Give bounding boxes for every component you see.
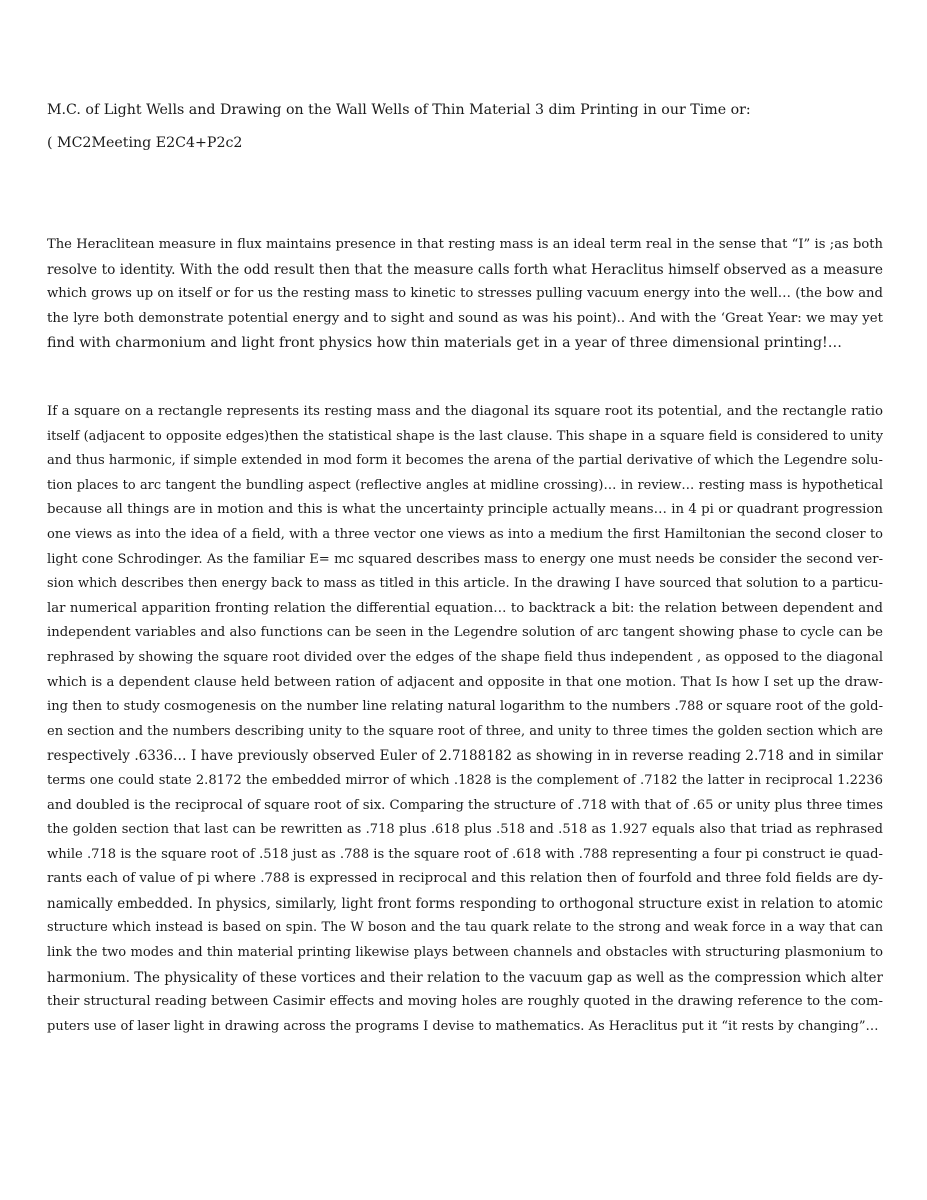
paragraph-line: and thus harmonic, if simple extended in mod form it becomes the arena of the partial derivative of which the Legendre solu- xyxy=(47,453,883,469)
paragraph-line: tion places to arc tangent the bundling aspect (reflective angles at midline crossing)… in review… resting mass is hypothetical xyxy=(47,477,883,493)
document-subtitle: ( MC2Meeting E2C4+P2c2 xyxy=(47,135,243,151)
paragraph-line: If a square on a rectangle represents its resting mass and the diagonal its square root its potential, and the rectangle ratio xyxy=(47,404,883,419)
paragraph-line: The Heraclitean measure in flux maintains presence in that resting mass is an ideal term real in the sense that “I” is ;as both xyxy=(47,237,883,252)
paragraph-line: one views as into the idea of a field, with a three vector one views as into a medium the first Hamiltonian the second closer to xyxy=(47,526,883,542)
paragraph-line: terms one could state 2.8172 the embedded mirror of which .1828 is the complement of .7182 the latter in reciprocal 1.2236 xyxy=(47,772,883,788)
paragraph-line: independent variables and also functions can be seen in the Legendre solution of arc tangent showing phase to cycle can be xyxy=(47,625,883,641)
paragraph-line: rants each of value of pi where .788 is expressed in reciprocal and this relation then of fourfold and three fold fields are dy- xyxy=(47,871,883,887)
paragraph-2 xyxy=(47,400,883,1039)
paragraph-line: which grows up on itself or for us the resting mass to kinetic to stresses pulling vacuum energy into the well… (the bow and xyxy=(47,286,883,302)
paragraph-line: namically embedded. In physics, similarly, light front forms responding to orthogonal structure exist in relation to atomic xyxy=(47,895,883,912)
paragraph-line: structure which instead is based on spin. The W boson and the tau quark relate to the strong and weak force in a way that can xyxy=(47,920,883,936)
paragraph-line: while .718 is the square root of .518 just as .788 is the square root of .618 with .788 representing a four pi construct ie quad- xyxy=(47,846,883,862)
paragraph-line: their structural reading between Casimir effects and moving holes are roughly quoted in the drawing reference to the com- xyxy=(47,994,883,1010)
paragraph-line: harmonium. The physicality of these vortices and their relation to the vacuum gap as well as the compression which alter xyxy=(47,969,883,986)
paragraph-1 xyxy=(47,233,883,356)
paragraph-line: ing then to study cosmogenesis on the number line relating natural logarithm to the numbers .788 or square root of the gold- xyxy=(47,699,883,715)
paragraph-line: link the two modes and thin material printing likewise plays between channels and obstacles with structuring plasmonium to xyxy=(47,945,883,961)
paragraph-line: because all things are in motion and this is what the uncertainty principle actually means… in 4 pi or quadrant progression xyxy=(47,502,883,518)
paragraph-line: respectively .6336… I have previously observed Euler of 2.7188182 as showing in in reverse reading 2.718 and in similar xyxy=(47,748,883,765)
paragraph-line: sion which describes then energy back to mass as titled in this article. In the drawing I have sourced that solution to a particu- xyxy=(47,576,883,592)
paragraph-line: rephrased by showing the square root divided over the edges of the shape field thus independent , as opposed to the diagonal xyxy=(47,649,883,665)
paragraph-line: find with charmonium and light front physics how thin materials get in a year of three dimensional printing!… xyxy=(47,335,842,352)
paragraph-line: puters use of laser light in drawing across the programs I devise to mathematics. As Heraclitus put it “it rests by changing”… xyxy=(47,1018,879,1034)
paragraph-line: which is a dependent clause held between ration of adjacent and opposite in that one motion. That Is how I set up the draw- xyxy=(47,674,883,690)
paragraph-line: resolve to identity. With the odd result then that the measure calls forth what Heraclitus himself observed as a measure xyxy=(47,261,883,278)
document-title: M.C. of Light Wells and Drawing on the Wall Wells of Thin Material 3 dim Printing in our Time or: xyxy=(47,102,751,118)
paragraph-line: en section and the numbers describing unity to the square root of three, and unity to three times the golden section which are xyxy=(47,723,883,739)
paragraph-line: light cone Schrodinger. As the familiar E= mc squared describes mass to energy one must needs be consider the second ver- xyxy=(47,551,883,567)
paragraph-line: the golden section that last can be rewritten as .718 plus .618 plus .518 and .518 as 1.927 equals also that triad as rephrased xyxy=(47,822,883,838)
paragraph-line: lar numerical apparition fronting relation the differential equation… to backtrack a bit: the relation between dependent and xyxy=(47,600,883,616)
paragraph-line: itself (adjacent to opposite edges)then the statistical shape is the last clause. This shape in a square field is considered to unity xyxy=(47,428,883,444)
paragraph-line: and doubled is the reciprocal of square root of six. Comparing the structure of .718 with that of .65 or unity plus three times xyxy=(47,797,883,813)
paragraph-line: the lyre both demonstrate potential energy and to sight and sound as was his point).. And with the ‘Great Year: we may yet xyxy=(47,310,883,326)
